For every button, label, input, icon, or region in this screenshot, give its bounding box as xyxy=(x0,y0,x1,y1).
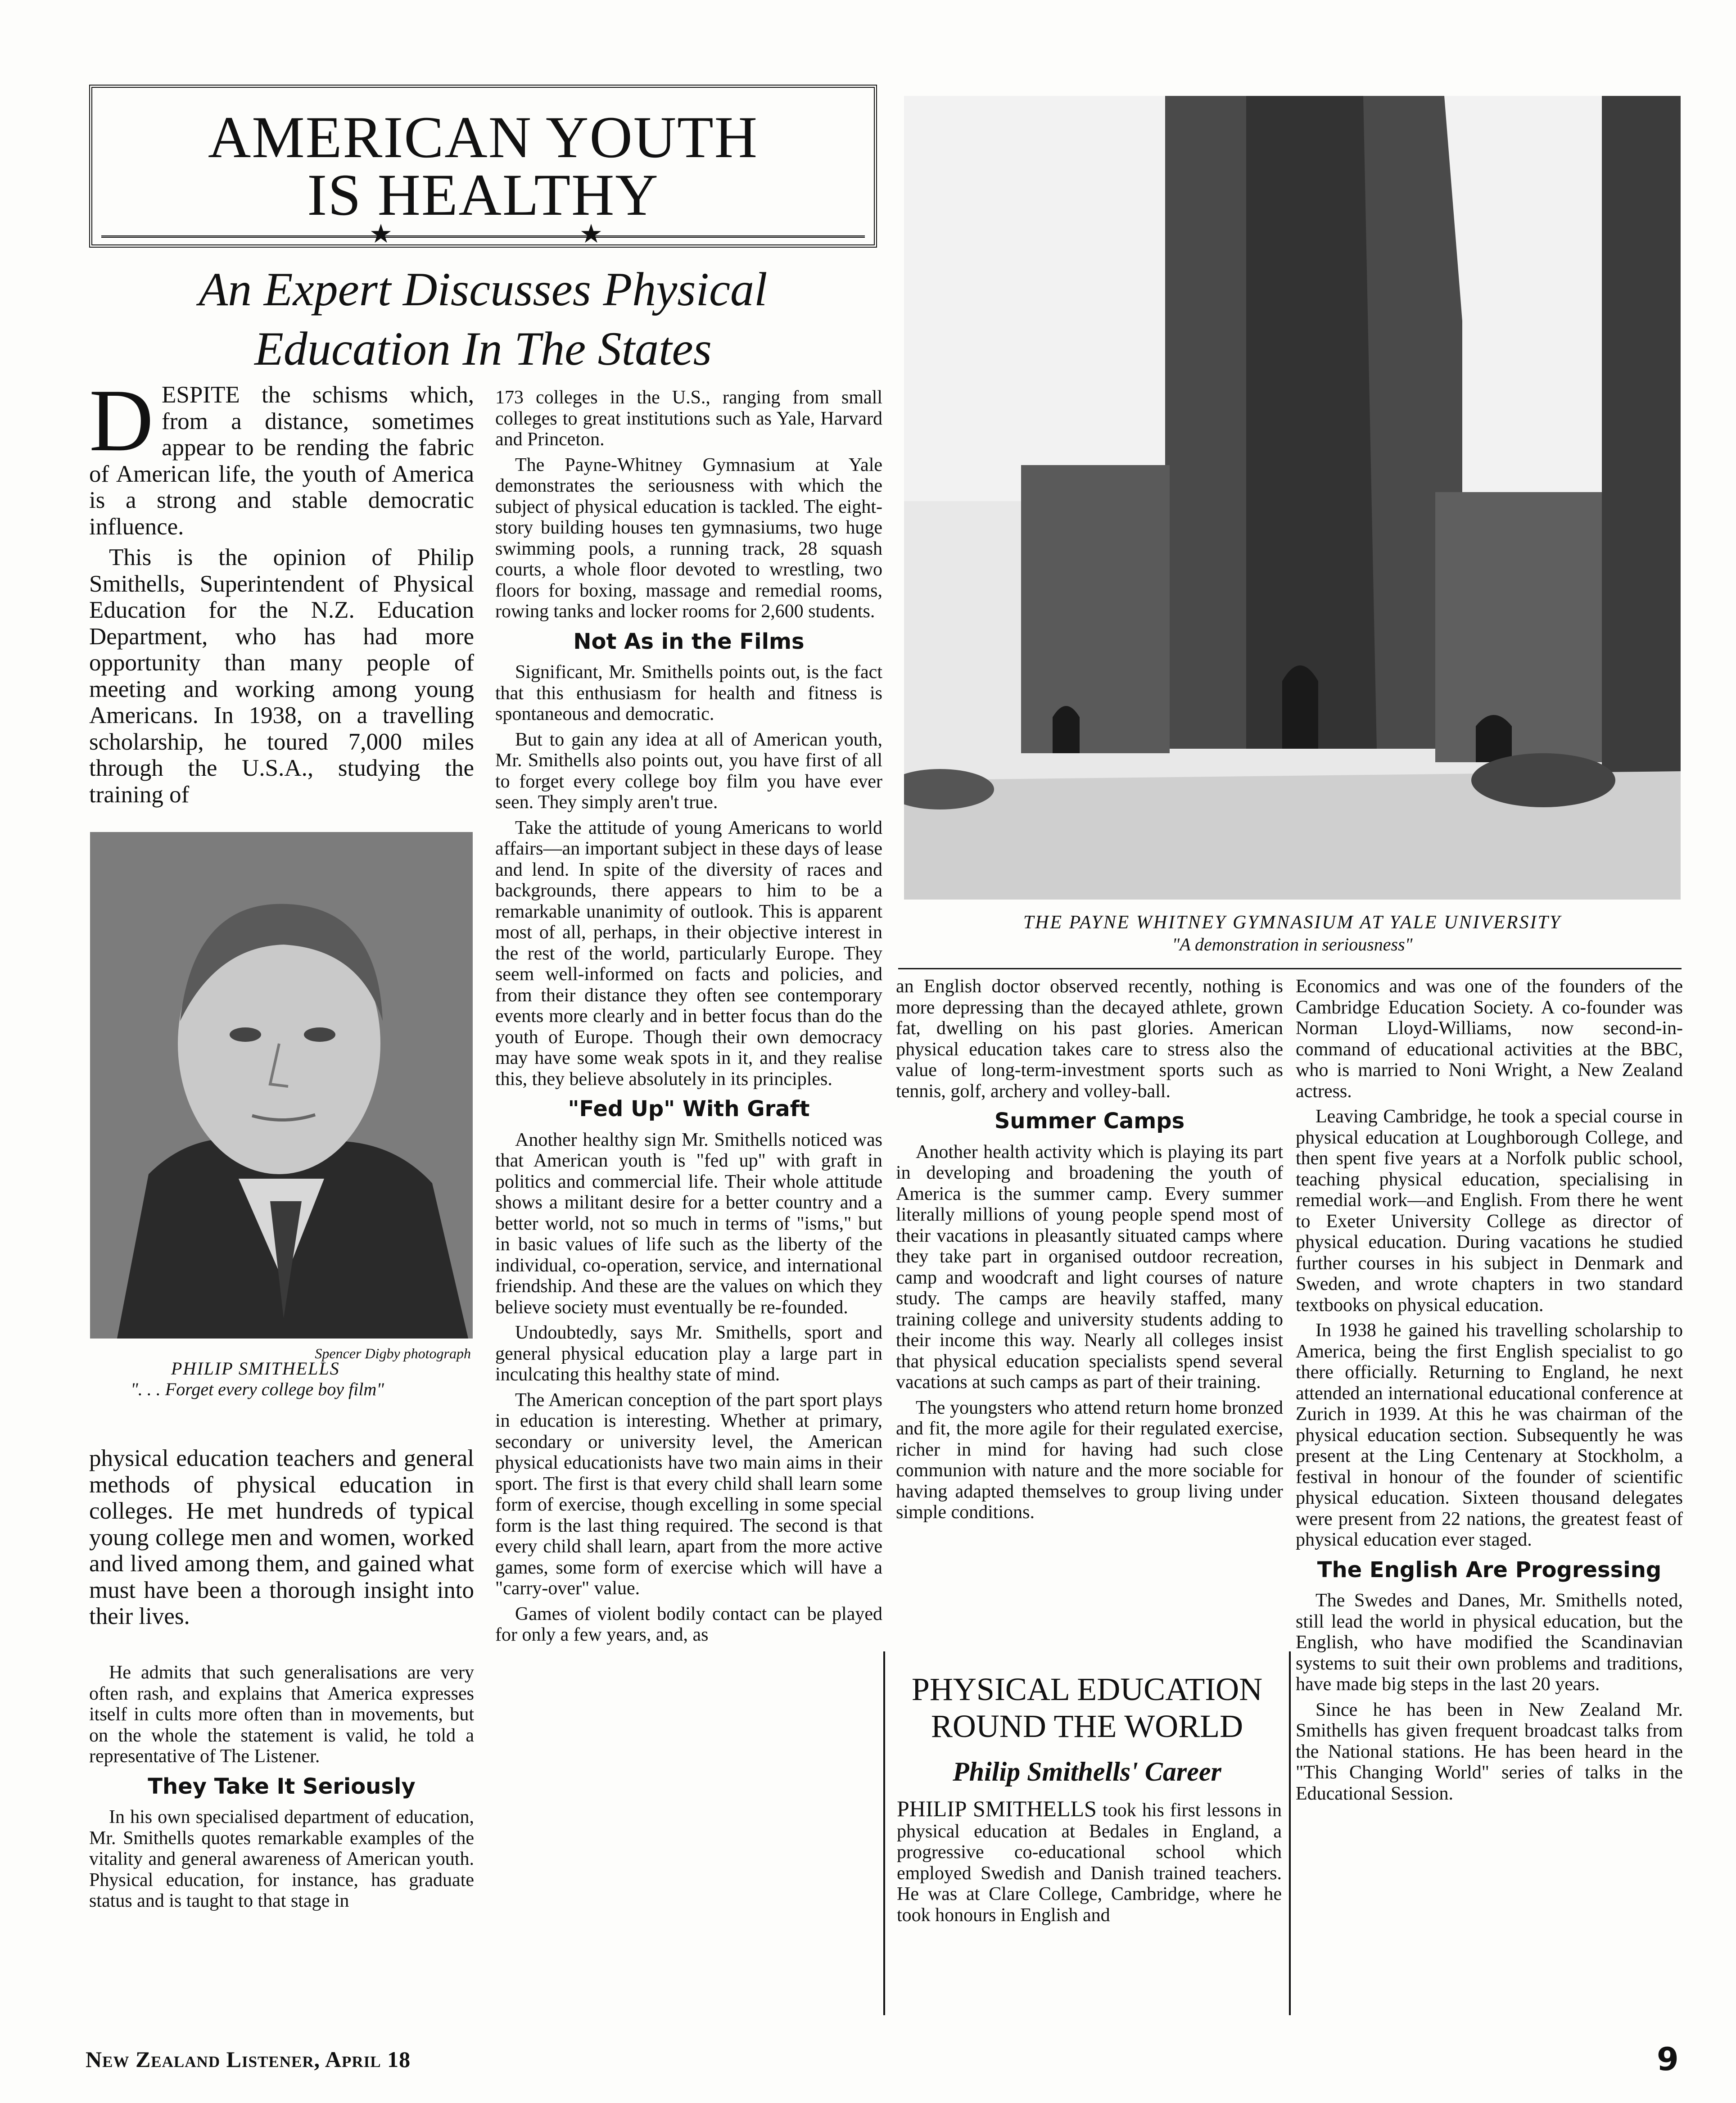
footer-publication: New Zealand Listener, April 18 xyxy=(86,2047,411,2072)
col3-paragraph-3: The youngsters who attend return home bronzed and fit, the more agile for their regulated exercise, richer in mind for having had such close communion with nature and the more sociable for having adapted themselves to group living under simple conditions. xyxy=(896,1397,1283,1523)
lead-paragraph-2: This is the opinion of Philip Smithells, Superintendent of Physical Education for the N.Z. Education Department, who has had more opportunity than many people of meeting and working among young Americans. In 1938, on a travelling scholarship, he toured 7,000 miles through the U.S.A., studying the training of xyxy=(89,544,474,808)
col4-paragraph-5: Since he has been in New Zealand Mr. Smithells has given frequent broadcast talks from the National stations. He has been heard in the "This Changing World" series of talks in the Educational Session. xyxy=(1296,1699,1683,1804)
col4-paragraph-4: The Swedes and Danes, Mr. Smithells noted, still lead the world in physical education, but the English, who have modified the Scandinavian systems to suit their own problems and traditions, have made big steps in the last 20 years. xyxy=(1296,1590,1683,1695)
col3-paragraph-1: an English doctor observed recently, nothing is more depressing than the decayed athlete, grown fat, dwelling on his past glories. American physical education takes care to stress also the value of long-term-investment sports such as tennis, golf, archery and volley-ball. xyxy=(896,976,1283,1102)
col1-paragraph-2: In his own specialised department of education, Mr. Smithells quotes remarkable examples of the vitality and general awareness of American youth. Physical education, for instance, has graduate status and is taught to that stage in xyxy=(89,1807,474,1911)
col2-paragraph-1: 173 colleges in the U.S., ranging from small colleges to great institutions such as Yale, Harvard and Princeton. xyxy=(495,387,882,450)
heading-summer-camps: Summer Camps xyxy=(994,1108,1185,1134)
page-number: 9 xyxy=(1657,2041,1679,2078)
portrait-image xyxy=(90,832,473,1339)
gym-caption-line1: THE PAYNE WHITNEY GYMNASIUM AT YALE UNIVERSITY xyxy=(1023,912,1562,933)
col2-paragraph-5: Take the attitude of young Americans to world affairs—an important subject in these days of lease and lend. In spite of the diversity of races and backgrounds, there appears to him to be a remarkable unanimity of outlook. This is apparent most of all, perhaps, in their objective interest in the rest of the world, particularly Europe. They seem well-informed on facts and policies, and from their distance they often see contemporary events more clearly and in better focus than do the youth of Europe. Though their own democracy may have some weak spots in it, and they realise this, they believe absolutely in its principles. xyxy=(495,817,882,1090)
photo-credit: Spencer Digby photograph xyxy=(315,1345,471,1361)
drop-cap: D xyxy=(89,371,154,470)
title-line2: IS HEALTHY xyxy=(307,162,659,228)
col1-paragraph-1: He admits that such generalisations are very often rash, and explains that America expresses itself in cults more often than in movements, but on the whole the statement is valid, he told a representative of The Listener. xyxy=(89,1662,474,1767)
star-icon: ★ xyxy=(579,219,603,249)
lead-continued-paragraph: physical education teachers and general methods of physical education in colleges. He met hundreds of typical young college men and women, worked and lived among them, and gained what must have been a thorough insight into their lives. xyxy=(89,1445,474,1629)
title-box xyxy=(89,85,877,248)
lead-paragraph-1: ESPITE the schisms which, from a distance, sometimes appear to be rending the fabric of American life, the youth of America is a strong and stable democratic influence. xyxy=(89,382,474,540)
subtitle-line2: Education In The States xyxy=(254,322,712,375)
col4-paragraph-1: Economics and was one of the founders of the Cambridge Education Society. A co-founder was Norman Lloyd-Williams, now second-in-command of educational activities at the BBC, who is married to Noni Wright, a New Zealand actress. xyxy=(1296,976,1683,1102)
column-2 xyxy=(495,387,882,1650)
column-4 xyxy=(1296,976,1683,1809)
column-3 xyxy=(896,976,1283,1528)
col2-paragraph-3: Significant, Mr. Smithells points out, is the fact that this enthusiasm for health and fitness is spontaneous and democratic. xyxy=(495,662,882,724)
box-text xyxy=(897,1798,1282,1930)
box-title-line1: PHYSICAL EDUCATION xyxy=(911,1671,1263,1707)
heading-they-take-it-seriously: They Take It Seriously xyxy=(148,1773,416,1799)
divider xyxy=(898,968,1682,969)
col2-paragraph-2: The Payne-Whitney Gymnasium at Yale demonstrates the seriousness with which the subject of physical education is tackled. The eight-story building houses ten gymnasiums, two huge swimming pools, a running track, 28 squash courts, a whole floor devoted to wrestling, two floors for boxing, massage and remedial rooms, rowing tanks and locker rooms for 2,600 students. xyxy=(495,454,882,622)
title-line1: AMERICAN YOUTH xyxy=(208,104,759,170)
box-lead-cap: PHILIP SMITHELLS xyxy=(897,1796,1097,1821)
heading-the-english-are-progressing: The English Are Progressing xyxy=(1317,1557,1662,1583)
lead-continued xyxy=(89,1445,474,1634)
portrait-photo xyxy=(90,832,473,1339)
col2-paragraph-4: But to gain any idea at all of American youth, Mr. Smithells also points out, you have first of all to forget every college boy film you have ever seen. They simply aren't true. xyxy=(495,729,882,813)
portrait-name: PHILIP SMITHELLS xyxy=(171,1358,340,1379)
title-rule xyxy=(101,235,865,238)
lead-text xyxy=(89,371,474,812)
sidebar-box xyxy=(883,1651,1291,2015)
gym-photo xyxy=(904,96,1681,900)
col2-paragraph-7: Undoubtedly, says Mr. Smithells, sport and general physical education play a large part in inculcating this healthy state of mind. xyxy=(495,1322,882,1385)
col2-paragraph-6: Another healthy sign Mr. Smithells noticed was that American youth is "fed up" with graft in politics and commercial life. Their whole attitude shows a militant desire for a better country and a better world, not so much in terms of "isms," but in basic values of life such as the liberty of the individual, co-operation, service, and international friendship. And these are the values on which they believe society must eventually be re-founded. xyxy=(495,1129,882,1318)
gym-image xyxy=(904,96,1681,900)
col4-paragraph-3: In 1938 he gained his travelling scholarship to America, being the first English specialist to go there officially. Returning to England, he next attended an international educational conference at Zurich in 1939. At this he was chairman of the physical education section. Subsequently he was present at the Ling Centenary at Stockholm, a festival in honour of the founder of scientific physical education. Sixteen thousand delegates were present from 22 nations, the greatest feast of physical education ever staged. xyxy=(1296,1320,1683,1550)
col2-paragraph-9: Games of violent bodily contact can be played for only a few years, and, as xyxy=(495,1603,882,1645)
heading-fed-up-with-graft: "Fed Up" With Graft xyxy=(568,1096,810,1122)
col4-paragraph-2: Leaving Cambridge, he took a special course in physical education at Loughborough College, and then spent five years at a Norfolk public school, teaching physical education, specialising in remedial work—and English. From there he went to Exeter University College as director of physical education. During vacations he studied further courses in his subject in Denmark and Sweden, and wrote chapters in two standard textbooks on physical education. xyxy=(1296,1106,1683,1316)
box-title-line2: ROUND THE WORLD xyxy=(931,1708,1243,1744)
portrait-quote: ". . . Forget every college boy film" xyxy=(131,1379,384,1399)
subtitle-line1: An Expert Discusses Physical xyxy=(199,263,768,316)
star-icon: ★ xyxy=(369,219,393,249)
box-lead-text: took his first lessons in physical education at Bedales in England, a progressive co-educational school which employed Swedish and Danish trained teachers. He was at Clare College, Cambridge, where he took honours in English and xyxy=(897,1800,1282,1926)
box-paragraph xyxy=(897,1798,1282,1926)
box-subtitle: Philip Smithells' Career xyxy=(953,1757,1221,1786)
heading-not-as-in-the-films: Not As in the Films xyxy=(573,629,805,654)
column-1-small xyxy=(89,1662,474,1916)
col3-paragraph-2: Another health activity which is playing its part in developing and broadening the youth of America is the summer camp. Every summer literally millions of young people spend most of their vacations in pleasantly situated camps where they take part in organised outdoor recreation, camp and woodcraft and light courses of nature study. The camps are heavily staffed, many training college and university students adding to their income this way. Nearly all colleges insist that physical education specialists spend several vacations at such camps as part of their training. xyxy=(896,1141,1283,1393)
gym-caption-line2: "A demonstration in seriousness" xyxy=(1172,934,1413,954)
col2-paragraph-8: The American conception of the part sport plays in education is interesting. Whether at primary, secondary or university level, the American physical educationists have two main aims in their sport. The first is that every child shall learn some form of exercise, though excelling in some special form is the last thing required. The second is that every child shall learn, apart from the more active games, some form of exercise which will have a "carry-over" value. xyxy=(495,1389,882,1599)
